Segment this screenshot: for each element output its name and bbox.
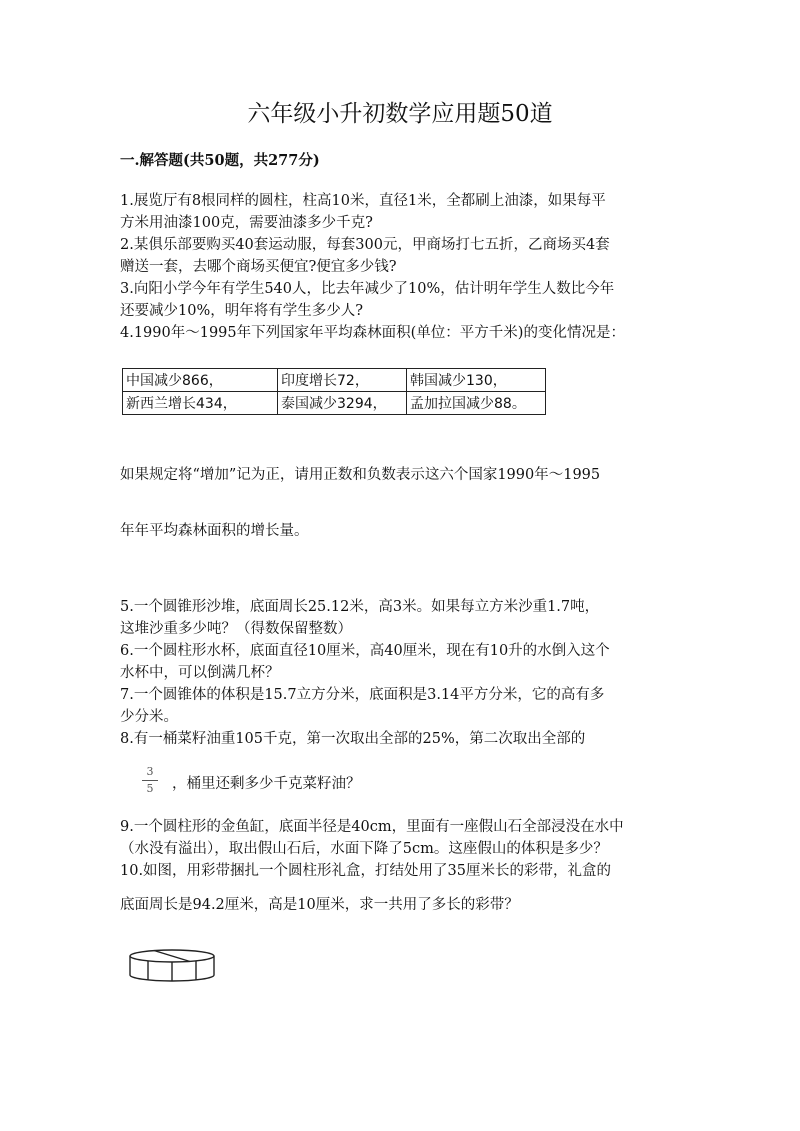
table-cell: 泰国减少3294， xyxy=(278,392,407,415)
q2-line-2: 赠送一套，去哪个商场买便宜?便宜多少钱? xyxy=(120,259,397,275)
q8-line-2: ，桶里还剩多少千克菜籽油？ xyxy=(172,776,361,792)
table-cell: 中国减少866， xyxy=(123,369,278,392)
q4-line-1: 4.1990年～1995年下列国家年平均森林面积(单位：平方千米)的变化情况是： xyxy=(120,325,625,341)
q5-line-2: 这堆沙重多少吨？（得数保留整数） xyxy=(120,621,352,637)
q7-line-2: 少分米。 xyxy=(120,709,178,725)
table-cell: 韩国减少130， xyxy=(407,369,546,392)
q4-line-2: 如果规定将“增加”记为正，请用正数和负数表示这六个国家1990年～1995 xyxy=(120,467,601,483)
table-cell: 新西兰增长434， xyxy=(123,392,278,415)
q5-line-1: 5.一个圆锥形沙堆，底面周长25.12米，高3米。如果每立方米沙重1.7吨， xyxy=(120,599,600,615)
q8-line-1: 8.有一桶菜籽油重105千克，第一次取出全部的25%，第二次取出全部的 xyxy=(120,731,586,747)
q3-line-2: 还要减少10%，明年将有学生多少人? xyxy=(120,303,364,319)
table-row xyxy=(123,369,546,392)
q6-line-2: 水杯中，可以倒满几杯？ xyxy=(120,665,280,681)
q7-line-1: 7.一个圆锥体的体积是15.7立方分米，底面积是3.14平方分米，它的高有多 xyxy=(120,687,605,703)
forest-change-table xyxy=(122,368,546,415)
table-cell: 印度增长72， xyxy=(278,369,407,392)
page-title: 六年级小升初数学应用题50道 xyxy=(247,101,553,127)
q6-line-1: 6.一个圆柱形水杯，底面直径10厘米，高40厘米，现在有10升的水倒入这个 xyxy=(120,643,610,659)
table-row xyxy=(123,392,546,415)
q1-line-2: 方米用油漆100克，需要油漆多少千克? xyxy=(120,215,373,231)
q4-line-3: 年年平均森林面积的增长量。 xyxy=(120,523,309,539)
q10-line-1: 10.如图，用彩带捆扎一个圆柱形礼盒，打结处用了35厘米长的彩带，礼盒的 xyxy=(120,863,612,879)
fraction-denominator: 5 xyxy=(146,782,154,795)
q3-line-1: 3.向阳小学今年有学生540人，比去年减少了10%，估计明年学生人数比今年 xyxy=(120,281,615,297)
fraction-three-fifths xyxy=(142,766,158,795)
section-heading: 一.解答题(共50题，共277分) xyxy=(120,152,320,169)
table-cell: 孟加拉国减少88。 xyxy=(407,392,546,415)
q1-line-1: 1.展览厅有8根同样的圆柱，柱高10米，直径1米，全都刷上油漆，如果每平 xyxy=(120,193,606,209)
cylinder-gift-box-figure xyxy=(128,948,220,984)
q9-line-1: 9.一个圆柱形的金鱼缸，底面半径是40cm，里面有一座假山石全部浸没在水中 xyxy=(120,819,624,835)
q10-line-2: 底面周长是94.2厘米，高是10厘米，求一共用了多长的彩带？ xyxy=(120,897,519,913)
fraction-numerator: 3 xyxy=(146,765,154,778)
q2-line-1: 2.某俱乐部要购买40套运动服，每套300元，甲商场打七五折，乙商场买4套 xyxy=(120,237,610,253)
q9-line-2: （水没有溢出），取出假山石后，水面下降了5cm。这座假山的体积是多少？ xyxy=(120,841,608,857)
